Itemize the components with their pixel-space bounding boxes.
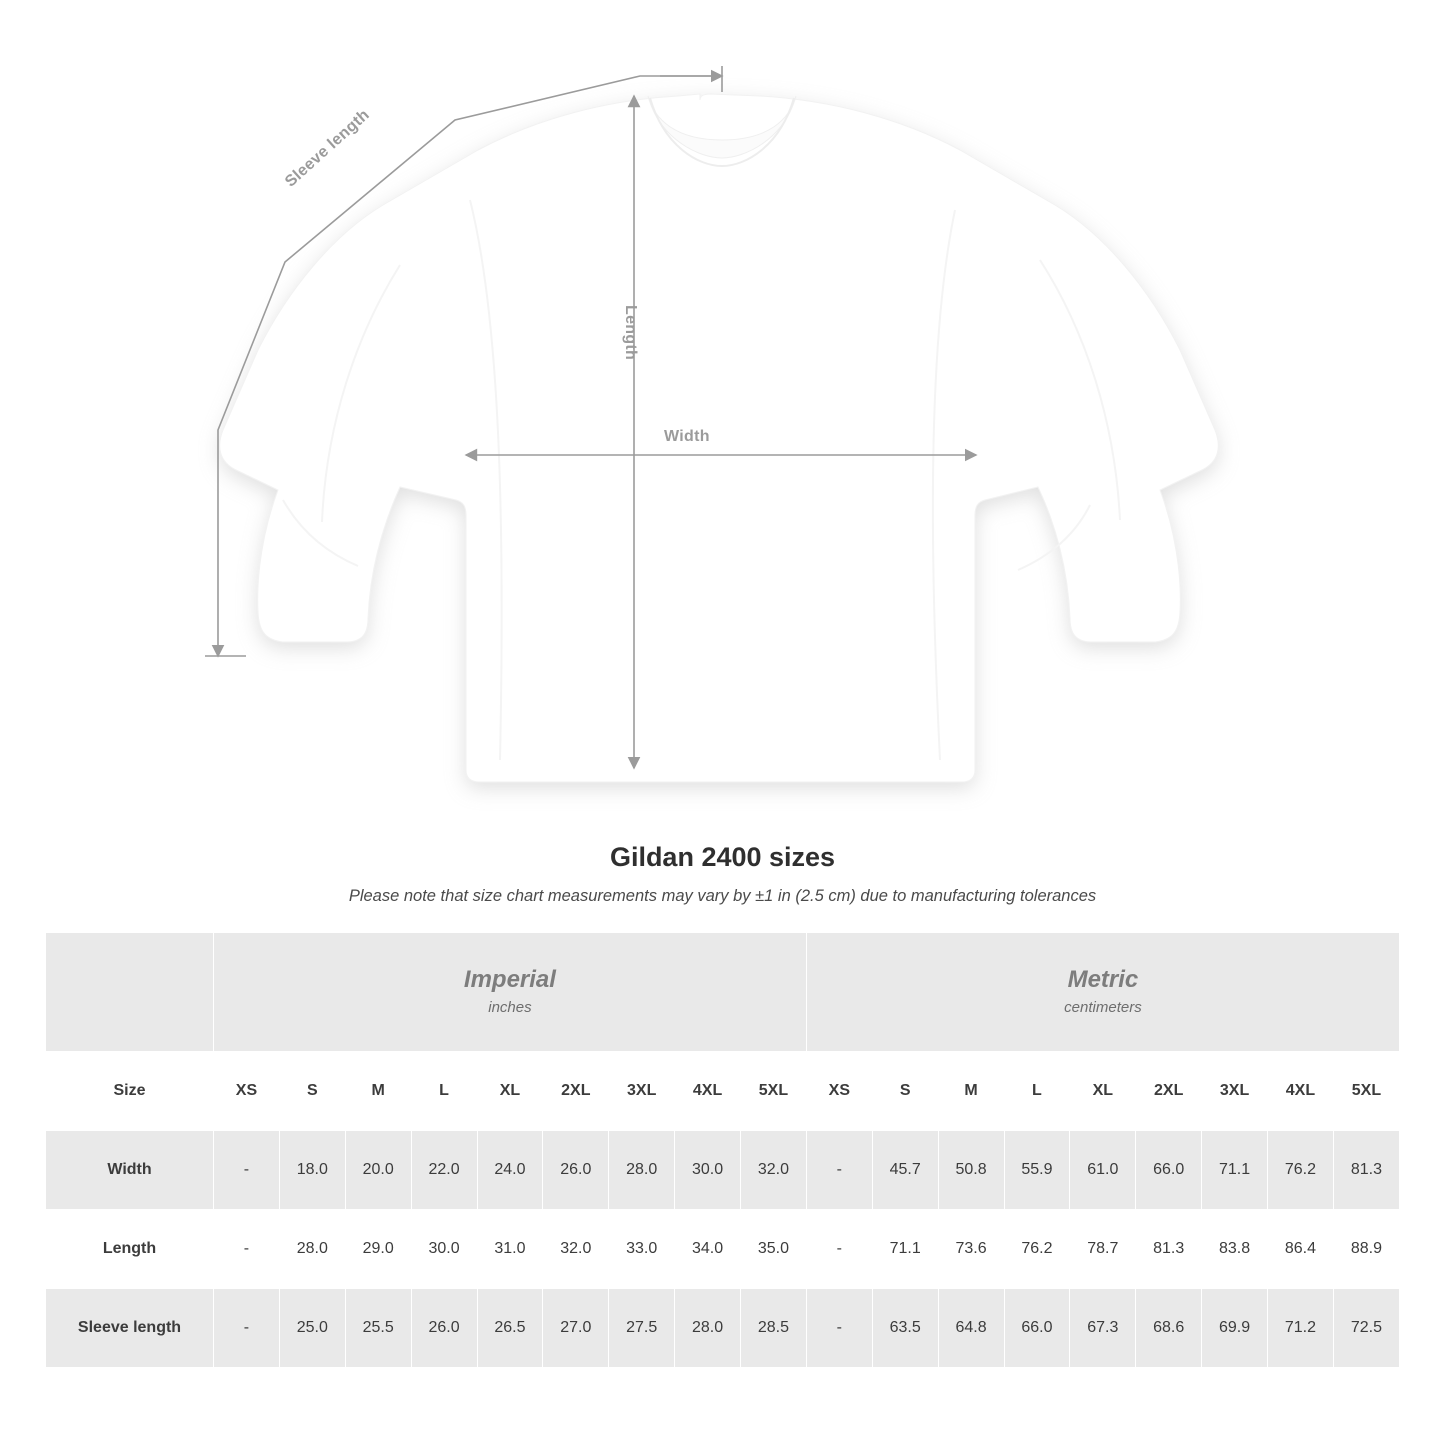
page-title: Gildan 2400 sizes [609, 842, 836, 872]
table-row [46, 1289, 1400, 1368]
sleeve-length-dimension-label: Sleeve length [282, 106, 373, 191]
cell-length-2xl-metric: 81.3 [1136, 1210, 1202, 1289]
cell-sleeve-length-s-metric: 63.5 [872, 1289, 938, 1368]
cell-sleeve-length-3xl-metric: 69.9 [1202, 1289, 1268, 1368]
column-header-m-metric: M [938, 1052, 1004, 1131]
column-header-xl-imperial: XL [477, 1052, 543, 1131]
size-chart-table [45, 932, 1400, 1368]
group-title: Metric [1067, 965, 1139, 993]
column-header-5xl-metric: 5XL [1333, 1052, 1399, 1131]
cell-width-4xl-imperial: 30.0 [675, 1131, 741, 1210]
column-header-xl-metric: XL [1070, 1052, 1136, 1131]
cell-sleeve-length-xl-metric: 67.3 [1070, 1289, 1136, 1368]
column-header-5xl-imperial: 5XL [741, 1052, 807, 1131]
column-header-xs-imperial: XS [214, 1052, 280, 1131]
cell-sleeve-length-2xl-imperial: 27.0 [543, 1289, 609, 1368]
cell-length-m-metric: 73.6 [938, 1210, 1004, 1289]
title-block [0, 842, 1445, 906]
cell-length-3xl-imperial: 33.0 [609, 1210, 675, 1289]
cell-width-2xl-imperial: 26.0 [543, 1131, 609, 1210]
group-header-metric [806, 933, 1399, 1052]
group-unit: inches [488, 999, 532, 1017]
cell-width-m-metric: 50.8 [938, 1131, 1004, 1210]
column-header-l-imperial: L [411, 1052, 477, 1131]
cell-width-xl-metric: 61.0 [1070, 1131, 1136, 1210]
row-header-length: Length [46, 1210, 214, 1289]
table-row [46, 1131, 1400, 1210]
cell-width-xs-imperial: - [214, 1131, 280, 1210]
row-header-sleeve-length: Sleeve length [46, 1289, 214, 1368]
column-header-4xl-metric: 4XL [1268, 1052, 1334, 1131]
cell-length-4xl-metric: 86.4 [1268, 1210, 1334, 1289]
cell-length-2xl-imperial: 32.0 [543, 1210, 609, 1289]
cell-width-xs-metric: - [806, 1131, 872, 1210]
column-header-l-metric: L [1004, 1052, 1070, 1131]
cell-sleeve-length-s-imperial: 25.0 [279, 1289, 345, 1368]
column-header-xs-metric: XS [806, 1052, 872, 1131]
cell-length-m-imperial: 29.0 [345, 1210, 411, 1289]
shirt-shape [220, 94, 1219, 782]
cell-width-s-imperial: 18.0 [279, 1131, 345, 1210]
cell-length-s-metric: 71.1 [872, 1210, 938, 1289]
cell-length-5xl-imperial: 35.0 [741, 1210, 807, 1289]
cell-length-xs-metric: - [806, 1210, 872, 1289]
cell-width-xl-imperial: 24.0 [477, 1131, 543, 1210]
cell-sleeve-length-l-imperial: 26.0 [411, 1289, 477, 1368]
column-header-2xl-imperial: 2XL [543, 1052, 609, 1131]
cell-sleeve-length-2xl-metric: 68.6 [1136, 1289, 1202, 1368]
row-header-width: Width [46, 1131, 214, 1210]
column-header-3xl-metric: 3XL [1202, 1052, 1268, 1131]
cell-width-3xl-imperial: 28.0 [609, 1131, 675, 1210]
cell-sleeve-length-xs-metric: - [806, 1289, 872, 1368]
cell-width-s-metric: 45.7 [872, 1131, 938, 1210]
cell-sleeve-length-xs-imperial: - [214, 1289, 280, 1368]
column-header-2xl-metric: 2XL [1136, 1052, 1202, 1131]
width-dimension-label: Width [664, 428, 710, 445]
cell-width-4xl-metric: 76.2 [1268, 1131, 1334, 1210]
cell-sleeve-length-xl-imperial: 26.5 [477, 1289, 543, 1368]
group-unit: centimeters [1064, 999, 1142, 1017]
tolerance-note: Please note that size chart measurements may vary by ±1 in (2.5 cm) due to manufacturing tolerances [348, 887, 1097, 905]
cell-width-m-imperial: 20.0 [345, 1131, 411, 1210]
table-group-header-row [46, 933, 1400, 1052]
cell-sleeve-length-m-metric: 64.8 [938, 1289, 1004, 1368]
column-header-3xl-imperial: 3XL [609, 1052, 675, 1131]
cell-sleeve-length-m-imperial: 25.5 [345, 1289, 411, 1368]
cell-width-l-imperial: 22.0 [411, 1131, 477, 1210]
column-header-s-imperial: S [279, 1052, 345, 1131]
cell-length-5xl-metric: 88.9 [1333, 1210, 1399, 1289]
cell-length-xl-imperial: 31.0 [477, 1210, 543, 1289]
table-row [46, 1210, 1400, 1289]
cell-width-l-metric: 55.9 [1004, 1131, 1070, 1210]
length-dimension-label: Length [622, 305, 639, 361]
cell-length-s-imperial: 28.0 [279, 1210, 345, 1289]
cell-length-l-imperial: 30.0 [411, 1210, 477, 1289]
group-title: Imperial [463, 965, 556, 993]
column-header-4xl-imperial: 4XL [675, 1052, 741, 1131]
cell-length-l-metric: 76.2 [1004, 1210, 1070, 1289]
column-header-s-metric: S [872, 1052, 938, 1131]
cell-sleeve-length-3xl-imperial: 27.5 [609, 1289, 675, 1368]
row-header-size: Size [46, 1052, 214, 1131]
cell-length-xl-metric: 78.7 [1070, 1210, 1136, 1289]
column-header-m-imperial: M [345, 1052, 411, 1131]
group-header-imperial [214, 933, 807, 1052]
cell-width-2xl-metric: 66.0 [1136, 1131, 1202, 1210]
table-column-header-row [46, 1052, 1400, 1131]
cell-sleeve-length-5xl-metric: 72.5 [1333, 1289, 1399, 1368]
cell-length-3xl-metric: 83.8 [1202, 1210, 1268, 1289]
cell-length-4xl-imperial: 34.0 [675, 1210, 741, 1289]
cell-sleeve-length-5xl-imperial: 28.5 [741, 1289, 807, 1368]
cell-length-xs-imperial: - [214, 1210, 280, 1289]
cell-width-5xl-imperial: 32.0 [741, 1131, 807, 1210]
group-header-spacer [46, 933, 214, 1052]
cell-sleeve-length-4xl-imperial: 28.0 [675, 1289, 741, 1368]
size-table-wrapper [45, 932, 1400, 1368]
cell-width-3xl-metric: 71.1 [1202, 1131, 1268, 1210]
cell-sleeve-length-l-metric: 66.0 [1004, 1289, 1070, 1368]
cell-sleeve-length-4xl-metric: 71.2 [1268, 1289, 1334, 1368]
cell-width-5xl-metric: 81.3 [1333, 1131, 1399, 1210]
